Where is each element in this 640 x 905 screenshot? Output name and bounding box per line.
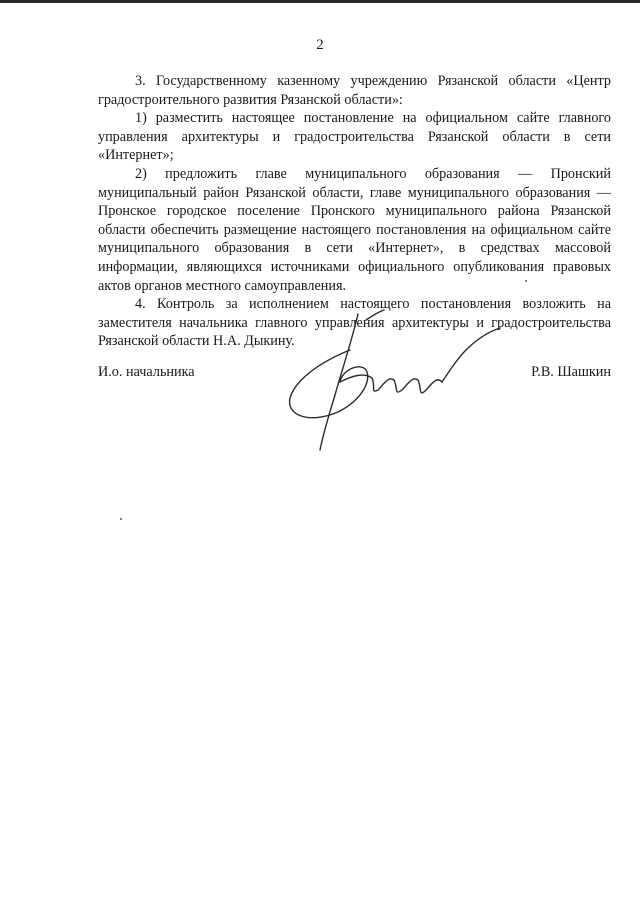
top-border-line xyxy=(0,0,640,3)
signatory-title: И.о. начальника xyxy=(98,364,195,380)
scan-speck xyxy=(120,518,122,520)
handwritten-signature xyxy=(280,300,510,460)
paragraph-subitem-1: 1) разместить настоящее постановление на официальном сайте главного управления архитектуры и градостроительства Рязанской области в сети «Интернет»; xyxy=(98,110,611,164)
signatory-name: Р.В. Шашкин xyxy=(531,364,611,380)
paragraph-item-4: 4. Контроль за исполнением настоящего постановления возложить на заместителя начальника главного управления архитектуры и градостроительства Рязанской области Н.А. Дыкину. xyxy=(98,296,611,350)
paragraph-subitem-2: 2) предложить главе муниципального образования — Пронский муниципальный район Рязанской области, главе муниципального образования — Пронское городское поселение Пронского муниципального района Рязанской области обеспечить размещение настоящего постановления на официальном сайте муниципального образования в сети «Интернет», в средствах массовой информации, являющихся источниками официального опубликования правовых актов органов местного самоуправления. xyxy=(98,165,611,294)
scan-speck xyxy=(525,280,527,282)
page-number: 2 xyxy=(316,37,324,53)
paragraph-item-3: 3. Государственному казенному учреждению Рязанской области «Центр градостроительного развития Рязанской области»: xyxy=(98,73,611,108)
